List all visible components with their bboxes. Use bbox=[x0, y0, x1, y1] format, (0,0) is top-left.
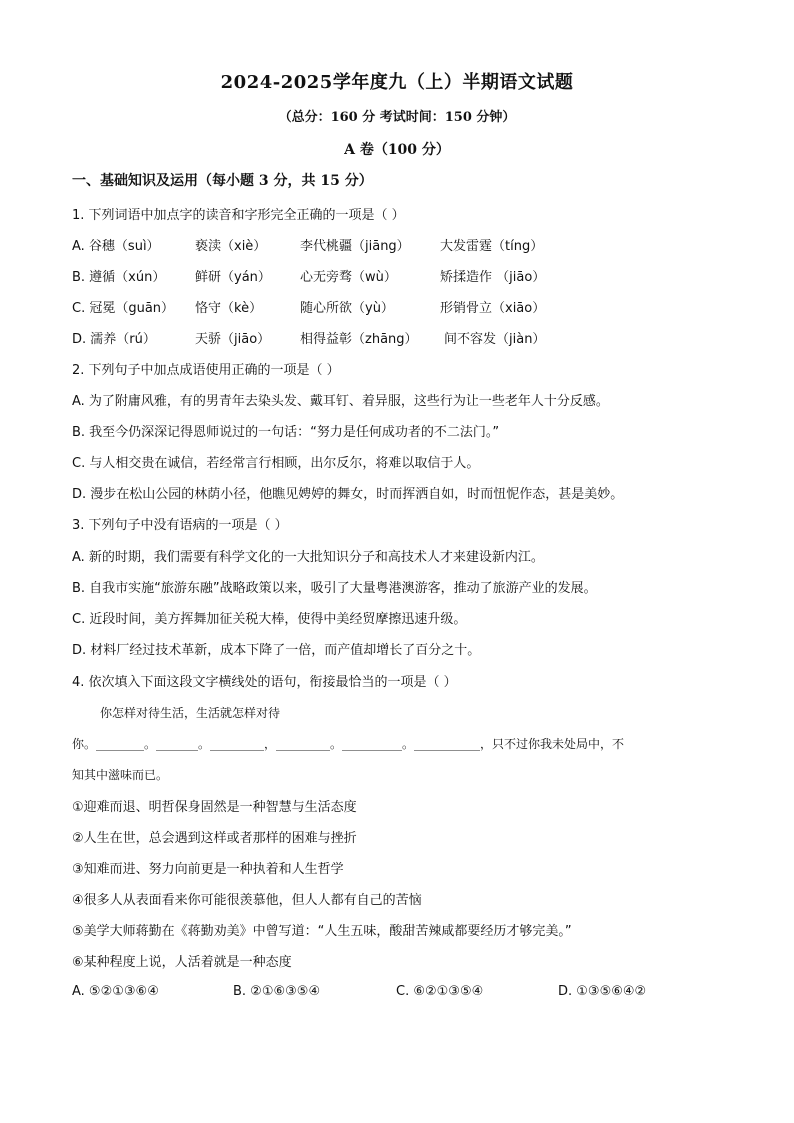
question-1-stem: 1. 下列词语中加点字的读音和字形完全正确的一项是（ ） bbox=[72, 208, 405, 223]
q4-item-2: ②人生在世，总会遇到这样或者那样的困难与挫折 bbox=[72, 831, 357, 846]
q1-option-c-word3: 随心所欲（yù） bbox=[300, 301, 394, 316]
q3-option-b: B. 自我市实施“旅游东融”战略政策以来，吸引了大量粤港澳游客，推动了旅游产业的发展。 bbox=[72, 581, 597, 596]
question-3-stem: 3. 下列句子中没有语病的一项是（ ） bbox=[72, 518, 288, 533]
question-4-stem: 4. 依次填入下面这段文字横线处的语句，衔接最恰当的一项是（ ） bbox=[72, 675, 457, 690]
q4-choice-c: C. ⑥②①③⑤④ bbox=[396, 984, 484, 999]
q1-option-c-word2: 恪守（kè） bbox=[195, 301, 263, 316]
q4-item-6: ⑥某种程度上说，人活着就是一种态度 bbox=[72, 955, 292, 970]
q2-option-b: B. 我至今仍深深记得恩师说过的一句话：“努力是任何成功者的不二法门。” bbox=[72, 425, 500, 440]
q3-option-c: C. 近段时间，美方挥舞加征关税大棒，使得中美经贸摩擦迅速升级。 bbox=[72, 612, 467, 627]
q4-passage-line-2: 你。________。_______。_________，_________。__________。___________，只不过你我未处局中，不 bbox=[72, 737, 625, 751]
paper-label: A 卷（100 分） bbox=[344, 142, 450, 158]
q4-passage-line-3: 知其中滋味而已。 bbox=[72, 768, 169, 782]
q1-option-a-word1: A. 谷穗（suì） bbox=[72, 239, 160, 254]
q2-option-d: D. 漫步在松山公园的林荫小径，他瞧见娉婷的舞女，时而挥洒自如，时而忸怩作态，甚是美妙。 bbox=[72, 487, 624, 502]
q2-option-a: A. 为了附庸风雅，有的男青年去染头发、戴耳钉、着异服，这些行为让一些老年人十分反感。 bbox=[72, 394, 609, 409]
q1-option-b-word3: 心无旁骛（wù） bbox=[300, 270, 397, 285]
q1-option-a-word4: 大发雷霆（tíng） bbox=[440, 239, 544, 254]
question-2-stem: 2. 下列句子中加点成语使用正确的一项是（ ） bbox=[72, 363, 340, 378]
q4-item-1: ①迎难而退、明哲保身固然是一种智慧与生活态度 bbox=[72, 800, 357, 815]
q4-item-5: ⑤美学大师蒋勤在《蒋勤劝美》中曾写道：“人生五味，酸甜苦辣咸都要经历才够完美。” bbox=[72, 924, 572, 939]
q4-choice-d: D. ①③⑤⑥④② bbox=[558, 984, 647, 999]
q3-option-a: A. 新的时期，我们需要有科学文化的一大批知识分子和高技术人才来建设新内江。 bbox=[72, 550, 544, 565]
q1-option-a-word2: 亵渎（xiè） bbox=[195, 239, 267, 254]
q1-option-b-word2: 鲜研（yán） bbox=[195, 270, 271, 285]
q4-choice-b: B. ②①⑥③⑤④ bbox=[233, 984, 321, 999]
exam-info: （总分：160 分 考试时间：150 分钟） bbox=[278, 110, 516, 125]
q1-option-d-word3: 相得益彰（zhāng） bbox=[300, 332, 418, 347]
q1-option-c-word1: C. 冠冕（guān） bbox=[72, 301, 175, 316]
q1-option-a-word3: 李代桃疆（jiāng） bbox=[300, 239, 410, 254]
q1-option-b-word1: B. 遵循（xún） bbox=[72, 270, 166, 285]
q4-item-3: ③知难而进、努力向前更是一种执着和人生哲学 bbox=[72, 862, 344, 877]
section-heading: 一、基础知识及运用（每小题 3 分，共 15 分） bbox=[72, 173, 373, 189]
q2-option-c: C. 与人相交贵在诚信，若经常言行相顾，出尔反尔，将难以取信于人。 bbox=[72, 456, 480, 471]
q4-choice-a: A. ⑤②①③⑥④ bbox=[72, 984, 159, 999]
q1-option-d-word1: D. 濡养（rú） bbox=[72, 332, 156, 347]
q1-option-b-word4: 矫揉造作 （jiāo） bbox=[440, 270, 546, 285]
q1-option-d-word2: 天骄（jiāo） bbox=[195, 332, 271, 347]
q4-passage-line-1: 你怎样对待生活，生活就怎样对待 bbox=[100, 706, 281, 720]
q4-item-4: ④很多人从表面看来你可能很羡慕他，但人人都有自己的苦恼 bbox=[72, 893, 422, 908]
page-title: 2024-2025学年度九（上）半期语文试题 bbox=[220, 72, 574, 93]
q1-option-d-word4: 间不容发（jiàn） bbox=[444, 332, 546, 347]
q1-option-c-word4: 形销骨立（xiāo） bbox=[440, 301, 546, 316]
q3-option-d: D. 材料厂经过技术革新，成本下降了一倍，而产值却增长了百分之十。 bbox=[72, 643, 481, 658]
